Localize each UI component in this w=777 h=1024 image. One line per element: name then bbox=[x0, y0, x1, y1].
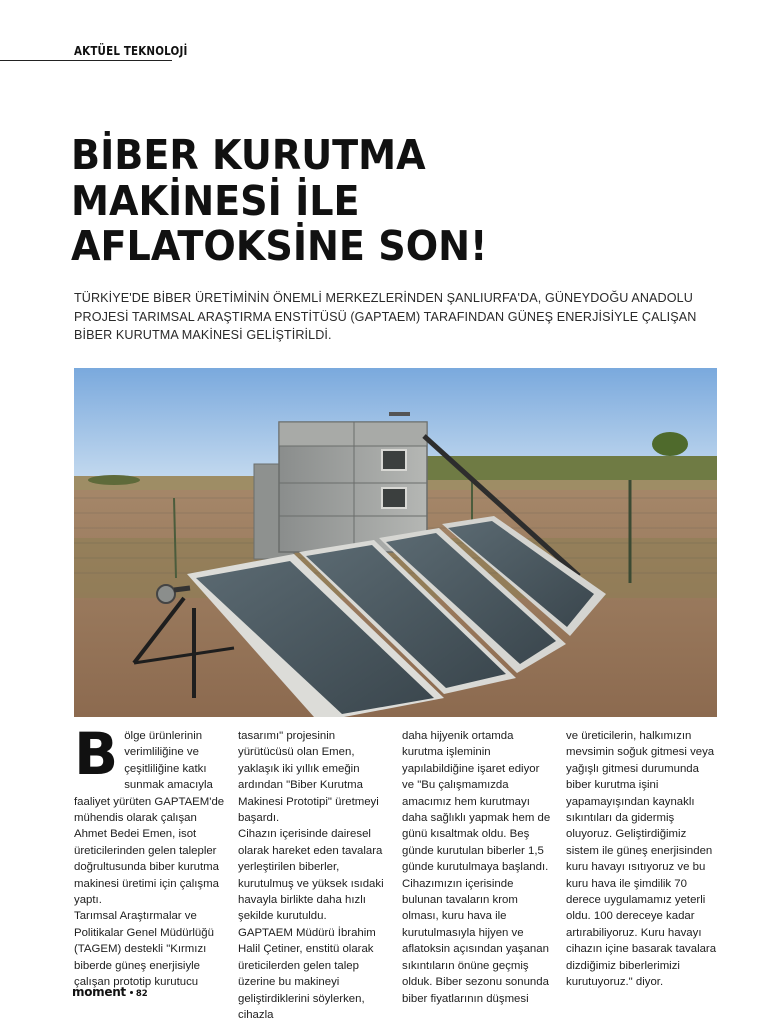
article-lead: TÜRKİYE'DE BİBER ÜRETİMİNİN ÖNEMLİ MERKEZLERİNDEN ŞANLIURFA'DA, GÜNEYDOĞU ANADOLU PROJESİ TARIMSAL ARAŞTIRMA ENSTİTÜSÜ (GAPTAEM) TARAFINDAN GÜNEŞ ENERJİSİYLE ÇALIŞAN BİBER KURUTMA MAKİNESİ GELİŞTİRİLDİ. bbox=[74, 291, 697, 342]
article-photo-solar-dryer bbox=[74, 368, 717, 717]
article-column-2 bbox=[238, 728, 390, 1023]
column-1-paragraph-2: Tarımsal Araştırmalar ve Politikalar Genel Müdürlüğü (TAGEM) destekli "Kırmızı biberde güneş enerjisiyle çalışan prototip kurutucu bbox=[74, 910, 214, 989]
article-column-4 bbox=[566, 728, 718, 991]
headline-line-1: BİBER KURUTMA bbox=[71, 131, 426, 179]
dropcap: B bbox=[74, 720, 119, 788]
column-2-paragraph-2: Cihazın içerisinde dairesel olarak hareket eden tavalara yerleştirilen biberler, kurutulmuş ve yüksek ısıdaki havayla birlikte daha hızlı şekilde kurutuldu. bbox=[238, 828, 384, 923]
headline-line-3: AFLATOKSİNE SON! bbox=[71, 222, 488, 270]
headline-line-2: MAKİNESİ İLE bbox=[71, 176, 360, 225]
solar-dryer-illustration bbox=[74, 368, 717, 717]
column-4-paragraph-1: ve üreticilerin, halkımızın mevsimin soğuk gitmesi veya yağışlı gitmesi durumunda biber kurutma işini yapamayışından kaynaklı sıkıntıları da gidermiş oluyoruz. Geliştirdiğimiz sistem ile güneş enerjisinden kuru havayı ısıtıyoruz ve bu kuru hava ile şimdilik 70 derece uygulamamız yeterli oldu. 100 dereceye kadar artırabiliyoruz. Kuru havayı cihazın içine basarak tavalara dizdiğimiz biberlerimizi kurutuyoruz." diyor. bbox=[566, 730, 717, 989]
column-3-paragraph-1: daha hijyenik ortamda kurutma işleminin yapılabildiğine işaret ediyor ve "Bu çalışmamızda amacımız hem kurutmayı daha sağlıklı yapmak hem de günü kısaltmak oldu. Beş günde kurutulan biberler 1,5 günde kurutulmaya başlandı. Cihazımızın içerisinde bulunan tavaların krom olması, kuru hava ile kurutulmasıyla hijyen ve aflatoksin açısından yaşanan sıkıntıların önüne geçmiş olduk. Biber sezonu sonunda biber fiyatlarının düşmesi bbox=[402, 730, 551, 1005]
article-column-1 bbox=[74, 720, 226, 991]
column-1-text: faaliyet yürüten GAPTAEM'de mühendis olarak çalışan Ahmet Bedei Emen, isot üreticilerinden gelen talepler doğrultusunda biber kurutma makinesi üretimi için çalışma yaptı. bbox=[74, 795, 225, 907]
section-rule bbox=[0, 60, 172, 61]
column-2-paragraph-1: tasarımı" projesinin yürütücüsü olan Emen, yaklaşık iki yıllık emeğin ardından "Biber Kurutma Makinesi Prototipi" üretmeyi başardı. bbox=[238, 730, 379, 825]
column-1-intro: ölge ürünlerinin verimliliğine ve çeşitliliğine katkı sunmak amacıyla bbox=[124, 730, 213, 792]
article-column-3 bbox=[402, 728, 554, 1007]
article-headline bbox=[71, 133, 631, 270]
magazine-logo: moment bbox=[72, 985, 126, 999]
footer-bullet bbox=[130, 991, 133, 994]
page-number: 82 bbox=[135, 989, 148, 999]
section-label: AKTÜEL TEKNOLOJİ bbox=[74, 44, 188, 58]
page-footer bbox=[72, 985, 148, 999]
column-2-paragraph-3: GAPTAEM Müdürü İbrahim Halil Çetiner, enstitü olarak üreticilerden gelen talep üzerine bu makineyi geliştirdiklerini söylerken, cihazla bbox=[238, 926, 376, 1021]
